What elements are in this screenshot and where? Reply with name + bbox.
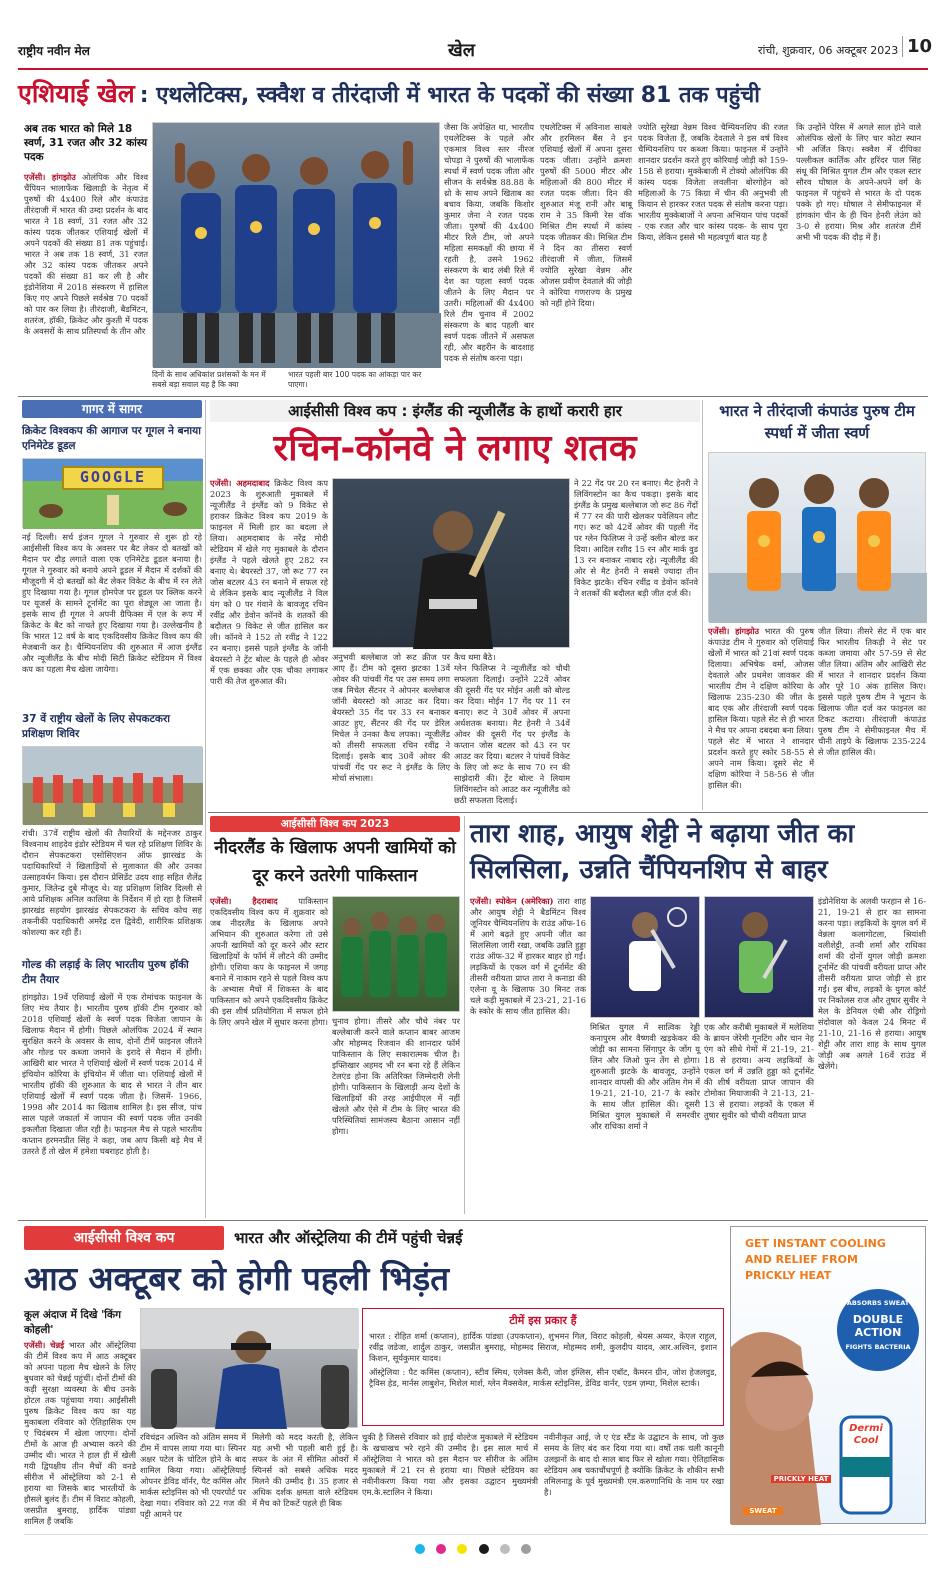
lead-headline bbox=[18, 76, 928, 116]
dermicool-advertisement bbox=[730, 1226, 926, 1524]
archery-col-2: जीत लिया। तीसरे सेट में एक बार फिर भारतीय तिकड़ी ने सेट पर कब्जा जमाया और 57-59 से सेट जीत लिया। अंतिम और आखिरी सेट में भारत ने शानदार प्रदर्शन किया और पूरे 10 अंक हासिल किए। इससे पहले पुरुष टीम ने भूटान के खिलाफ जीत दर्ज कर फाइनल का टिकट कटाया। तीरंदाजी कंपाउंड पुरुष टीम ने सेमीफाइनल मैच में चीनी ताइपे के खिलाफ 235-224 से जीत हासिल की। bbox=[818, 626, 926, 757]
color-dot-gray-1 bbox=[500, 1544, 510, 1554]
chennai-col-3: मिलेगी को मदद करती है, लेकिन यह अभी भी पहली बारी हुई है। सफर के अंत में सीमित ओवरों में स्पिनर्स को सबसे अधिक मदद मिलने की उम्मीद है। 35 हजार से अधिक दर्शक क्षमता वाले स्टेडियम में मैच को टिकटें पहले ही बिक bbox=[252, 1432, 358, 1508]
hockey-title: गोल्ड की लड़ाई के लिए भारतीय पुरुष हॉकी टीम तैयार bbox=[22, 959, 189, 986]
kohli-subhead: कूल अंदाज में दिखे 'किंग कोहली' bbox=[24, 1309, 121, 1336]
lead-col-4: ज्योति सुरेखा वेन्नम विश्व चैम्पियनशिप की रजत पदक विजेता हैं, जबकि देवताले ने इस वर्ष विश्व चैम्पियनशिप पर कब्जा किया। फाइनल में उन्होंने शानदार प्रदर्शन करते हुए कोरियाई जोड़ी को 159-158 से हराया। मुक्केबाजी में टोक्यो ओलंपिक की कांस्य पदक विजेता लवलीना बोरगोहेन को महिलाओं के 75 किग्रा में चीन की अनुभवी ली कियान से हारकर रजत पदक से संतोष करना पड़ा। भारतीय मुक्केबाजों ने अपना अभियान पांच पदकों - एक रजत और चार कांस्य पदक- के साथ पूरा किया, लेकिन इससे भी महत्वपूर्ण बात यह है bbox=[638, 122, 788, 242]
ad-product-name bbox=[843, 1423, 889, 1447]
relay-photo-caption-1: दिनों के साथ अधिकांश प्रशंसकों के मन में सबसे बड़ा सवाल यह है कि क्या bbox=[152, 370, 266, 389]
doodle-item-text: नई दिल्ली। सर्च इंजन गूगल ने गुरुवार से शुरू हो रहे आईसीसी विश्व कप के अवसर पर बैट लेकर दो बतखों को मैदान पर दौड़ लगाते वाला एक एनिमेटेड डूडल बनाया है। गूगल ने गुरुवार को बनाये अपने डूडल में मैदान में दर्शकों की मौजूदगी में दो बतखों को बैट लेकर विकेट के बीच में रन लेते हुए दिखाया गया है। गूगल होमपेज पर डूडल पर क्लिक करने पर यूजर्स के सामने टूर्नामेंट का पूरा शेड्यूल आ जाता है। इसके साथ ही गूगल ने अपनी ग्रैफिक्स में एल के रूप में क्रिकेट के बैट को नाचते हुए दिखाया गया है। उल्लेखनीय है कि भारत 12 वर्ष के बाद एकदिवसीय क्रिकेट विश्व कप की मेजबानी कर है। चैम्पियनशिप की शुरुआत में आज इंग्लैंड और न्यूजीलैंड के बीच मोदी सिटी क्रिकेट स्टेडियम में विश्व कप का पहला मैच खेला जायेगा। bbox=[22, 532, 202, 674]
lead-headline-text: : एथलेटिक्स, स्क्वैश व तीरंदाजी में भारत के पदकों की संख्या 81 तक पहुंची bbox=[139, 83, 760, 108]
chennai-headline: आठ अक्टूबर को होगी पहली भिड़ंत bbox=[24, 1259, 449, 1298]
color-dot-magenta bbox=[436, 1544, 446, 1554]
pak-col-1-text: पाकिस्तान एकदिवसीय विश्व कप में शुक्रवार को जब नीदरलैंड के खिलाफ अपने अभियान की शुरुआत करेगा तो उसे अपनी खामियों को दूर करने और स्टार खिलाड़ियों के फॉर्म में लौटने की उम्मीद होगी। एशिया कप के फाइनल में जगह बनाने में नाकाम रहने से पहले विश्व कप के अभ्यास मैचों में शिकस्त के बाद पाकिस्तान को अपने एकदिवसीय क्रिकेट की इस शीर्ष प्रतियोगिता में सफल होने के लिए अपने खेल में सुधार करना होगा। bbox=[210, 896, 328, 1027]
ad-headline-1: GET INSTANT COOLING bbox=[745, 1237, 886, 1250]
chennai-col-1 bbox=[24, 1340, 136, 1526]
ad-headline-2: AND RELIEF FROM bbox=[745, 1253, 858, 1266]
color-dot-cyan bbox=[415, 1544, 425, 1554]
squads-box bbox=[362, 1308, 724, 1426]
ayush-shetty-illustration bbox=[705, 897, 815, 1019]
kohli-airport-photo bbox=[140, 1308, 358, 1428]
lead-dateline: एजेंसी। हांगझोउ bbox=[24, 172, 76, 182]
chennai-dateline: एजेंसी। चेन्नई bbox=[24, 1340, 65, 1350]
sepaktakraw-camp-photo bbox=[22, 746, 202, 824]
masthead bbox=[18, 34, 933, 70]
pak-col-1 bbox=[210, 896, 328, 1212]
color-dot-black bbox=[479, 1544, 489, 1554]
archery-dateline: एजेंसी। हांगझोउ bbox=[708, 626, 759, 636]
badminton-col-4: इंडोनेशिया के अलवी फरहान से 16-21, 19-21 से हार का सामना करना पड़ा। लड़कियों के युगल वर्ग में वेन्नला कलागोटला, श्रियांशी वलीशेट्टी, तन्वी शर्मा और राधिका शर्मा की दोनों युगल जोड़ी क्रमशः टूर्नामेंट की पांचवीं वरीयता प्राप्त और तीसरी वरीयता प्राप्त जोड़ी से हार गईं। इस बीच, लड़कों के युगल कोर्ट पर निकोलस राज और तुषार सुवीर ने मेल के डेनियल एंबी और रोड्रिगो संदोवाल को केवल 24 मिनट में 21-10, 21-16 से हराया। आयुष शेट्टी और तारा शाह के साथ युगल जोड़ी अब अगले 16वें राउंड में खेलेंगे। bbox=[818, 896, 927, 1071]
medal-box bbox=[24, 122, 148, 168]
nz-col-1 bbox=[210, 478, 328, 808]
page-dateline: रांची, शुक्रवार, 06 अक्टूबर 2023 bbox=[758, 44, 899, 57]
ad-badge-mid-2: ACTION bbox=[854, 1326, 902, 1339]
ad-headline-3: PRICKLY HEAT bbox=[745, 1269, 832, 1282]
badminton-headline: तारा शाह, आयुष शेट्टी ने बढ़ाया जीत का सिलसिला, उन्नति चैंपियनशिप से बाहर bbox=[470, 819, 855, 885]
chennai-kicker: भारत और ऑस्ट्रेलिया की टीमें पहुंची चेन्नई bbox=[234, 1229, 463, 1247]
rachin-ravindra-photo bbox=[332, 478, 570, 648]
pakistan-team-photo bbox=[332, 896, 460, 1012]
nz-col-2: अनुभवी बल्लेबाज जो रूट क्रीज पर आए हैं। टीम को दूसरा झटका 13वें ओवर की पांचवीं गेंद पर उस समय लगा जब मिचेल सैंटनर ने ओपनर बल्लेबाज जॉनी बेयरस्टो को आउट कर दिया। बेयरस्टो 35 गेंद पर 33 रन बनाकर आउट हुए, सैंटनर की गेंद पर डेरिल मिचेल ने उनका कैच लपका। न्यूजीलैंड को तीसरी सफलता रचिन रवींद्र ने दिलाई। इसके बाद 30वें ओवर की पांचवीं गेंद पर रूट ने इंग्लैंड के लिए मोर्चा संभाला। bbox=[332, 652, 450, 783]
kohli-illustration bbox=[141, 1309, 359, 1429]
badminton-col-3: एक और करीबी मुकाबले में मलेशिया के ब्रायन जेरेमी गूनटिंग और चान नेह एंग को सीधे गेमों में 21-19, 21-18 से हराया। अन्य लड़कियों के एकल वर्ग में उन्नति हुड्डा को टूर्नामेंट की शीर्ष वरीयता प्राप्त जापान की टोमोका मियाजाकी ने 21-13, 21-13 से हराया। लड़कों के एकल में तुषार सुवीर को चौथी वरीयता प्राप्त bbox=[704, 1022, 814, 1120]
chennai-col-5: नवीनीकृत आई, जे ए एंड स्टैंड के उद्घाटन के साथ, जो कुछ समय के लिए बंद कर दिया गया था। वर्षों तक चली कानूनी उलझनों के बाद दो साल बाद फिर से खोला गया। ऐतिहासिक स्टेडियम अब चकाचौंधपूर्ण है क्योंकि क्रिकेट के शौकीन सभी तमिलनाडु के पूर्व मुख्यमंत्री एम.करुणानिधि के नाम पर रखा है। bbox=[544, 1432, 724, 1497]
archery-col-1-text: भारत की पुरुष कंपाउंड टीम ने गुरुवार को एशियाई खेलों में भारत को 21वां स्वर्ण पदक दिलाया। अभिषेक वर्मा, ओजस देवताले और प्रथमेश जावकर की भारतीय टीम ने दक्षिण कोरिया के खिलाफ 235-230 की जीत के बाद एक और तीरंदाजी स्वर्ण पदक हासिल किया। पहले सेट से ही भारत ने मैच पर अपना दबदबा बना लिया। पहले सेट में भारत ने शानदार प्रदर्शन करते हुए स्कोर 58-55 से अपने नाम किया। दूसरे सेट में दक्षिण कोरिया ने 58-56 से जीत हासिल की। bbox=[708, 626, 814, 790]
badminton-col-1 bbox=[470, 896, 586, 1212]
mid-rule bbox=[208, 812, 928, 813]
section-title: खेल bbox=[448, 40, 475, 61]
squad-india: भारत : रोहित शर्मा (कप्तान), हार्दिक पांड्या (उपकप्तान), शुभमन गिल, विराट कोहली, श्रेयस अय्यर, केएल राहुल, रवींद्र जडेजा, शार्दुल ठाकुर, जसप्रीत बुमराह, मोहम्मद सिराज, मोहम्मद शमी, कुलदीप यादव, आर.अश्विन, इशान किशन, सूर्यकुमार यादव। bbox=[369, 1331, 717, 1363]
badminton-col-2: मिश्रित युगल में सात्विक रेड्डी कनापुरम और वैष्णवी खड़केकर की जोड़ी का सामना सिंगापुर के जोंग यू लिन और जिओ फुन तेंग से होगा। शुरुआती झटके के बावजूद, उन्होंने शानदार वापसी की और अंतिम गेम में 19-21, 21-10, 21-7 के स्कोर के साथ जीत हासिल की। दूसरी मिश्रित युगल मुकाबले में समरवीर और राधिका शर्मा ने bbox=[590, 1022, 700, 1131]
lead-col-5: कि उन्होंने पेरिस में अगले साल होने वाले ओलंपिक खेलों के लिए चार कोटा स्थान भी अर्जित किए। स्क्वैश में दीपिका पल्लीकल कार्तिक और हरिंदर पाल सिंह संधू की मिश्रित युगल टीम और एकल स्टार सौरव घोषाल के अपने-अपने वर्ग के फाइनल में पहुंचने से भारत के दो पदक पक्के हो गए। घोषाल ने सेमीफाइनल में हांगकांग चीन के ही चिन हेनरी लेउंग को 3-0 से हराया। मिश्र और शतरंज टीमें अभी भी पदक की दौड़ में हैं। bbox=[796, 122, 921, 242]
archers-illustration bbox=[709, 453, 927, 623]
tara-shah-illustration bbox=[591, 897, 701, 1019]
chennai-col-2: रविचंद्रन अश्विन को अंतिम समय में टीम में वापस लाया गया था। स्पिनर अक्षर पटेल के चोटिल होने के बाद शामिल किया गया। ऑस्ट्रेलियाई ओपनर डेविड वॉर्नर, पैट कमिंस और मार्कस स्टोइनिस को भी एयरपोर्ट पर देखा गया। रविवार को 22 गज की पट्टी आमने पर bbox=[140, 1432, 246, 1519]
relay-photo-caption-2: भारत पहली बार 100 पदक का आंकड़ा पार कर पाएगा। bbox=[288, 370, 422, 389]
chennai-col-1-text: भारत और ऑस्ट्रेलिया की टीमें विश्व कप में आठ अक्टूबर को अपना पहला मैच खेलने के लिए बुधवार को चेन्नई पहुंचीं। दोनों टीमों की कड़ी सुरक्षा व्यवस्था के बीच उनके होटल तक पहुंचाया गया। आईसीसी पुरुष क्रिकेट विश्व कप का यह मुकाबला रविवार को ऐतिहासिक एम ए चिदंबरम में खेला जाएगा। दोनों टीमों के आज ही अभ्यास करने की उम्मीद थी। भारत ने हाल ही में खेली गयी द्विपक्षीय तीन मैचों की वनडे सीरीज में ऑस्ट्रेलिया को 2-1 से हराया था जिसके बाद भारतीयों के हौसले बुलंद हैं। टीम में विराट कोहली, जसप्रीत बुमराह, हार्दिक पांड्या शामिल हैं जबकि bbox=[24, 1340, 136, 1526]
camp-illustration bbox=[23, 747, 203, 825]
lead-col-2: जैसा कि अपेक्षित था, भारतीय एथलेटिक्स के पहले और एकमात्र विश्व स्तर नीरज चोपड़ा ने पुरुषों की भालाफेंक स्पर्धा में स्वर्ण पदक जीता और सीजन के सर्वश्रेष्ठ 88.88 के थ्रो के साथ अपने खिताब का बचाव किया, जबकि किशोर कुमार जेना ने रजत पदक जीता। पुरुषों की 4x400 मीटर रिले टीम, जो अपने महिला समकक्षों की छाया में रहती है, उसने 1962 संस्करण के बाद लंबी रिले में देश का पहला स्वर्ण पदक जीतने के लिए मैदान पर उतरी। महिलाओं की 4x400 रिले टीम चुनाव में 2002 संस्करण के बाद पहली बार स्वर्ण पदक जीतने में असफल रही, और बहरीन के बादशाह पदक से संतोष करना पड़ा। bbox=[444, 122, 534, 363]
ad-badge bbox=[837, 1289, 919, 1371]
pakistan-players-illustration bbox=[333, 897, 461, 1013]
print-color-bar bbox=[24, 1534, 928, 1552]
ayush-shetty-photo bbox=[704, 896, 814, 1018]
nz-col-4: ने 22 गेंद पर 20 रन बनाए। मैट हेनरी ने लिविंगस्टोन का कैच पकड़ा। इसके बाद इंग्लैंड के प्रमुख बल्लेबाज जो रूट 86 गेंदों में 77 रन की पारी खेलकर पवेलियन लौट गए। रूट को 42वें ओवर की पहली गेंद पर ग्लेन फिलिप्स ने उन्हें क्लीन बोल्ड कर दिया। आदिल रशीद 15 रन और मार्क वुड 13 रन बनाकर नाबाद रहे। न्यूजीलैंड की ओर से मैट हेनरी ने सबसे ज्यादा तीन विकेट झटके। रचिन रवींद्र व डेवोन कॉनवे ने शतकों की बदौलत बड़ी जीत दर्ज की। bbox=[574, 478, 698, 598]
sepaktakraw-title: 37 वें राष्ट्रीय खेलों के लिए सेपकटकरा प्रशिक्षण शिविर bbox=[22, 713, 170, 740]
nz-col-3-text: ग्लेन फिलिप्स ने न्यूजीलैंड को चौथी सफलता दिलाई। उन्होंने 22वें ओवर की दूसरी गेंद पर मोईन अली को बोल्ड कर दिया। मोईन 17 गेंद पर 11 रन बनाए। रूट ने 30वें ओवर में अपना अर्धशतक बनाया। मैट हेनरी ने 34वें ओवर की दूसरी गेंद पर इंग्लैंड के कप्तान जोस बटलर को 43 रन पर आउट कर दिया। बटलर ने पांचवें विकेट के लिए जो रूट के साथ 70 रन की साझेदारी की। ट्रेंट बोल्ट ने लियाम लिविंगस्टोन को आउट कर न्यूजीलैंड को छठी सफलता दिलाई। bbox=[454, 663, 570, 805]
color-dot-yellow bbox=[457, 1544, 467, 1554]
ad-sweat-tag: SWEAT bbox=[743, 1507, 783, 1515]
hockey-text: हांगझोउ। 19वें एशियाई खेलों में एक रोमांचक फाइनल के लिए मंच तैयार है। भारतीय पुरुष हॉकी टीम गुरुवार को 2018 एशियाई खेलों के स्वर्ण पदक विजेता जापान के खिलाफ मैदान में होगी। पिछले ओलंपिक 2024 में स्थान सुरक्षित करने के अवसर के साथ, दोनों टीमें फाइनल जीतने और गोल्ड पर कब्जा जमाने के इरादे से मैदान में होंगी। आखिरी बार भारत ने एशियाई खेलों में स्वर्ण पदक 2014 में इंचियोन कोरिया के इंचियोन में जीता था। एशियाई खेलों में भारतीय हॉकी की शुरुआत के बाद से भारत ने तीन बार एशियाई खेलों में स्वर्ण पदक जीता है। जिसमें- 1966, 1998 और 2014 का खिताब शामिल है। इस सीज, पांच साल पहले जकार्ता में जापान की स्वर्ण पदक जीत उनकी इकलौता दिखाता जीत रही है। फाइनल मैच से पहले भारतीय कप्तान हरमनप्रीत सिंह ने कहा, जब आप किसी बड़े मैच में उतरते हैं तो खेल में हमेशा घबराहट होती है। bbox=[22, 992, 202, 1156]
nz-col-3 bbox=[454, 652, 570, 808]
ad-product-1: Dermi bbox=[849, 1423, 883, 1434]
nz-photo-caption: कैच थमा बैठे। bbox=[454, 652, 496, 662]
archery-team-photo bbox=[708, 452, 926, 622]
squads-title: टीमें इस प्रकार हैं bbox=[509, 1314, 577, 1327]
color-dot-gray-2 bbox=[521, 1544, 531, 1554]
relay-team-illustration bbox=[153, 123, 441, 368]
lead-bottom-rule bbox=[18, 396, 928, 397]
relay-team-photo bbox=[152, 122, 440, 367]
lead-col-1-text: ओलंपिक और विश्व चैंपियन भालाफेंक खिलाड़ी के नेतृत्व में पुरुषों की 4x400 रिले और कंपाउंड तीरंदाजी में भारत की उम्दा प्रदर्शन के बाद भारत ने 18 स्वर्ण, 31 रजत और 32 कांस्य पदक जीतकर एशियाई खेलों में अपने पदकों की संख्या 81 तक पहुंचाई। भारत ने अब तक 18 स्वर्ण, 31 रजत और 32 कांस्य पदक जीतकर अपने पदकों की संख्या 81 कर ली है और इंडोनेशिया में 2018 संस्करण में हासिल किए गए अपने पिछले सर्वश्रेष्ठ 70 पदकों को पार कर लिया है। तीरंदाजी, बैडमिंटन, शतरंज, हॉकी, क्रिकेट और कुश्ती में पदक के अवसरों के साथ प्रतिस्पर्धा के तीन और bbox=[24, 172, 149, 336]
pak-dateline: एजेंसी। हैदराबाद bbox=[210, 896, 278, 906]
chennai-label: आईसीसी विश्व कप bbox=[24, 1226, 224, 1250]
squad-australia: ऑस्ट्रेलिया : पैट कमिंस (कप्तान), स्टीव स्मिथ, एलेक्स कैरी, जोश इंग्लिस, सीन एबॉट, कैमरन ग्रीन, जोश हेजलवुड, ट्रैविस हेड, मार्नस लाबुशेन, मिशेल मार्श, ग्लेन मैक्सवेल, मार्कस स्टोइनिस, डेविड वार्नर, एडम ज़म्पा, मिशेल स्टार्क। bbox=[369, 1367, 717, 1388]
nz-right-rule bbox=[702, 400, 703, 810]
pak-col-2: चुनाव होगा। तीसरे और चौथे नंबर पर बल्लेबाजी करने वाले कप्तान बाबर आजम और मोहम्मद रिजवान की शानदार फॉर्म पाकिस्तान के लिए सकारात्मक चीज है। इफ्तिखार अहमद भी रन बना रहे हैं लेकिन टेलएंड होना कि अतिरिक्त जिम्मेदारी लेनी होगी। पाकिस्तान के खिलाड़ी अन्य देशों के खिलाड़ियों की तरह आईपीएल में नहीं खेलते और ऐसे में टीम के लिए भारत की परिस्थितियां सामंजस्य बैठाना आसान नहीं होगा। bbox=[332, 1016, 460, 1136]
medal-box-text: अब तक भारत को मिले 18 स्वर्ण, 31 रजत और 32 कांस्य पदक bbox=[24, 123, 148, 163]
ad-badge-bottom: FIGHTS BACTERIA bbox=[845, 1343, 911, 1351]
ad-badge-mid-1: DOUBLE bbox=[852, 1313, 904, 1326]
pak-label: आईसीसी विश्व कप 2023 bbox=[210, 816, 460, 832]
nz-col-1-text: क्रिकेट विश्व कप 2023 के शुरुआती मुकाबले में न्यूजीलैंड ने इंग्लैंड को 9 विकेट से हराकर क्रिकेट विश्व कप 2019 के फाइनल में मिली हार का बदला ले लिया। अहमदाबाद के नरेंद्र मोदी स्टेडियम में खेले गए मुकाबले के दौरान इंग्लैंड ने पहले खेलते हुए 282 रन बनाए थे। बेयरस्टो 37, जो रूट 77 रन जोस बटलर 43 रन बनाने में सफल रहे थे लेकिन इसके बाद न्यूजीलैंड ने विल यंग को 0 पर गंवाने के बावजूद रचिन रवींद्र और डेवोन कॉनवे के शतकों की बदौलत 9 विकेट से जीत हासिल कर ली। कॉनवे ने 152 तो रवींद्र ने 122 रन बनाए। इससे पहले इंग्लैंड के जॉनी बेयरस्टो ने ट्रेंट बोल्ट के पहले ही ओवर में एक छक्का और एक चौका लगाकर पारी की तेज शुरुआत की। bbox=[210, 478, 328, 686]
chennai-col-4: चुकी है जिससे रविवार को हाई वोल्टेज मुकाबले में स्टेडियम के खचाखच भरे रहने की उम्मीद है। इस साल मार्च में ऑस्ट्रेलिया ने भारत को इस मैदान पर सीरीज के अंतिम मुकाबले में 21 रन से हराया था। पिछले स्टेडियम का नवीनीकरण किया गया और इसका उद्घाटन मुख्यमंत्री एम.के.स्टालिन ने किया। bbox=[362, 1432, 538, 1497]
gagar-label: गागर में सागर bbox=[22, 400, 202, 418]
ad-badge-top: ABSORBS SWEAT bbox=[846, 1299, 910, 1307]
batsman-illustration bbox=[333, 479, 571, 649]
archery-col-1 bbox=[708, 626, 814, 810]
nz-dateline: एजेंसी। अहमदाबाद bbox=[210, 478, 270, 488]
paper-name: राष्ट्रीय नवीन मेल bbox=[18, 44, 90, 58]
sidebar-right-rule bbox=[205, 400, 206, 1218]
ad-product-2: Cool bbox=[853, 1435, 879, 1446]
nz-headline: रचिन-कॉनवे ने लगाए शतक bbox=[273, 428, 637, 469]
page-number: 10 bbox=[902, 36, 928, 57]
pak-right-rule bbox=[464, 816, 465, 1214]
lower-rule bbox=[18, 1220, 928, 1221]
tara-shah-photo bbox=[590, 896, 700, 1018]
lead-col-1 bbox=[24, 172, 148, 394]
sepaktakraw-text: रांची। 37वें राष्ट्रीय खेलों की तैयारियों के मद्देनजर ठाकुर विश्वनाथ शाहदेव इंडोर स्टेडियम में चल रहे प्रशिक्षण शिविर के दौरान सेपकटकरा एसोसिएशन ऑफ झारखंड के पदाधिकारियों ने खिलाड़ियों से मुलाकात की और उनका उत्साहवर्धन किया। इस दौरान प्रेसिडेंट उदय शाह सहित शैलेंद्र कुमार, जितेन्द्र दुबे मौजूद थे। यह प्रशिक्षण शिविर दिल्ली से आये प्रशिक्षक अनिल कालिया के निर्देशन में हो रहा है जिसमें झारखंड सहयोग झारखंड सेपकटकरा के सचिव कोच सह तकनीकी पदाधिकारी अमरेंद्र दत्त द्विवेदी, शारीरिक प्रशिक्षक कोशल्या कर रही हैं। bbox=[22, 828, 202, 937]
archery-headline: भारत ने तीरंदाजी कंपाउंड पुरुष टीम स्पर्धा में जीता स्वर्ण bbox=[719, 402, 915, 442]
lead-col-3: एथलेटिक्स में अविनाश साबले और हरमिलन बैंस ने इन एशियाई खेलों में अपना दूसरा पदक जीता। उन्होंने क्रमशः पुरुषों की 5000 मीटर और महिलाओं की 800 मीटर में रजत पदक जीता। दिन की शुरुआत मंजू रानी और बाबू राम ने 35 किमी रेस वॉक मिश्रित टीम स्पर्धा में कांस्य पदक जीतकर की। मिश्रित टीम ने दिन का तीसरा स्वर्ण तीरंदाजी में जीता, जिसमें ज्योति सुरेखा वेन्नम और ओजस प्रवीण देवताले की जोड़ी ने कोरिया गणराज्य के प्रमुख को नहीं होने दिया। bbox=[540, 122, 632, 308]
lead-kicker: एशियाई खेल bbox=[18, 79, 135, 108]
badminton-col-1-text: तारा शाह और आयुष शेट्टी ने बैडमिंटन विश्व जूनियर चैम्पियनशिप के राउंड ऑफ-16 में आगे बढ़ते हुए अपनी जीत का सिलसिला जारी रखा, जबकि उन्नति हुड्डा राउंड ऑफ-32 में हारकर बाहर हो गईं। लड़कियों के एकल वर्ग में टूर्नामेंट की तीसरी वरीयता प्राप्त तारा ने कनाडा की एलेना वू के खिलाफ 30 मिनट तक चले कड़ी मुकाबले में 23-21, 21-16 के स्कोर के साथ जीत हासिल की। bbox=[470, 896, 586, 1016]
doodle-word: GOOGLE bbox=[79, 468, 147, 486]
google-doodle-image bbox=[22, 458, 202, 528]
doodle-item-title: क्रिकेट विश्वकप की आगाज पर गूगल ने बनाया एनिमेटेड डूडल bbox=[22, 425, 201, 452]
pak-headline: नीदरलैंड के खिलाफ अपनी खामियों को दूर करने उतरेगी पाकिस्तान bbox=[214, 838, 456, 886]
badminton-dateline: एजेंसी। स्पोकेन (अमेरिका) bbox=[470, 896, 554, 906]
nz-kicker: आईसीसी विश्व कप : इंग्लैंड की न्यूजीलैंड के हाथों करारी हार bbox=[210, 400, 700, 422]
ad-product-tag: PRICKLY HEAT bbox=[771, 1475, 831, 1483]
